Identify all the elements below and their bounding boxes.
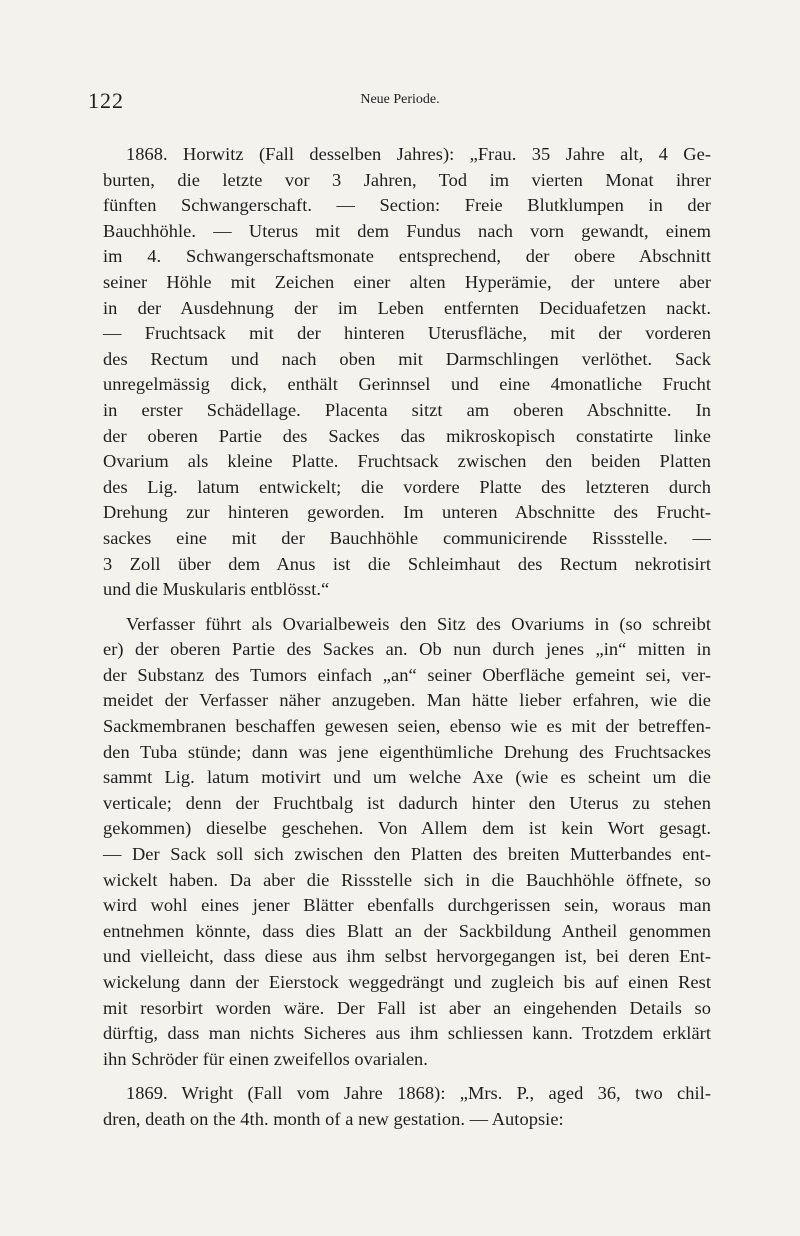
text-line: 1869. Wright (Fall vom Jahre 1868): „Mrs. P., aged 36, two chil- [126,1083,711,1104]
text-line: wickelung dann der Eierstock weggedrängt und zugleich bis auf einen Rest [103,972,711,992]
text-line: im 4. Schwangerschaftsmonate entsprechend, der obere Abschnitt [103,246,711,267]
text-line: wird wohl eines jener Blätter ebenfalls durchgerissen sein, woraus man [103,895,711,916]
text-line: dren, death on the 4th. month of a new gestation. — Autopsie: [103,1108,564,1129]
text-line: meidet der Verfasser näher anzugeben. Man hätte lieber erfahren, wie die [103,690,711,711]
text-line: Ovarium als kleine Platte. Fruchtsack zwischen den beiden Platten [103,451,711,472]
commentary-paragraph [103,612,711,1073]
text-line: in erster Schädellage. Placenta sitzt am oberen Abschnitte. In [103,399,711,420]
text-line: Drehung zur hinteren geworden. Im unteren Abschnitte des Frucht- [103,502,711,523]
page-number: 122 [88,88,124,113]
text-line: — Der Sack soll sich zwischen den Platten des breiten Mutterbandes ent- [103,844,711,865]
text-line: dürftig, dass man nichts Sicheres aus ihm schliessen kann. Trotzdem erklärt [103,1023,711,1044]
text-line: fünften Schwangerschaft. — Section: Freie Blutklumpen in der [103,195,711,216]
text-line: unregelmässig dick, enthält Gerinnsel und eine 4monatliche Frucht [103,374,711,395]
text-line: burten, die letzte vor 3 Jahren, Tod im vierten Monat ihrer [103,169,711,190]
text-line: der Substanz des Tumors einfach „an“ seiner Oberfläche gemeint sei, ver- [103,664,711,685]
text-line: des Lig. latum entwickelt; die vordere Platte des letzteren durch [103,476,711,497]
text-line: — Fruchtsack mit der hinteren Uterusfläche, mit der vorderen [103,323,711,344]
text-line: in der Ausdehnung der im Leben entfernten Deciduafetzen nackt. [103,297,711,318]
text-line: und vielleicht, dass diese aus ihm selbst hervorgegangen ist, bei deren Ent- [103,946,711,967]
text-line: 3 Zoll über dem Anus ist die Schleimhaut des Rectum nekrotisirt [103,553,711,574]
running-title: Neue Periode. [360,92,440,107]
text-line: ihn Schröder für einen zweifellos ovarialen. [103,1048,428,1069]
text-line: er) der oberen Partie des Sackes an. Ob nun durch jenes „in“ mitten in [103,639,711,660]
text-line: verticale; denn der Fruchtbalg ist dadurch hinter den Uterus zu stehen [103,792,711,813]
text-line: 1868. Horwitz (Fall desselben Jahres): „Frau. 35 Jahre alt, 4 Ge- [126,144,711,164]
text-line: gekommen) dieselbe geschehen. Von Allem dem ist kein Wort gesagt. [103,818,711,839]
text-line: Verfasser führt als Ovarialbeweis den Sitz des Ovariums in (so schreibt [126,613,711,634]
text-line: des Rectum und nach oben mit Darmschlingen verlöthet. Sack [103,348,711,369]
text-line: der oberen Partie des Sackes das mikroskopisch constatirte linke [103,425,711,446]
text-line: seiner Höhle mit Zeichen einer alten Hyperämie, der untere aber [103,271,711,292]
text-line: sackes eine mit der Bauchhöhle communicirende Rissstelle. — [103,527,711,548]
text-line: sammt Lig. latum motivirt und um welche Axe (wie es scheint um die [103,767,711,788]
text-line: Bauchhöhle. — Uterus mit dem Fundus nach vorn gewandt, einem [103,220,711,241]
text-line: entnehmen könnte, dass dies Blatt an der Sackbildung Antheil genommen [103,920,711,941]
text-line: und die Muskularis entblösst.“ [103,579,330,600]
text-line: den Tuba stünde; dann was jene eigenthümliche Drehung des Fruchtsackes [103,741,711,762]
case-1868 [103,142,711,603]
body-text [103,142,711,1133]
case-1869 [103,1081,711,1132]
text-line: wickelt haben. Da aber die Rissstelle sich in die Bauchhöhle öffnete, so [103,869,711,890]
text-line: Sackmembranen beschaffen gewesen seien, ebenso wie es mit der betreffen- [103,716,711,737]
text-line: mit resorbirt worden wäre. Der Fall ist aber an eingehenden Details so [103,997,711,1018]
